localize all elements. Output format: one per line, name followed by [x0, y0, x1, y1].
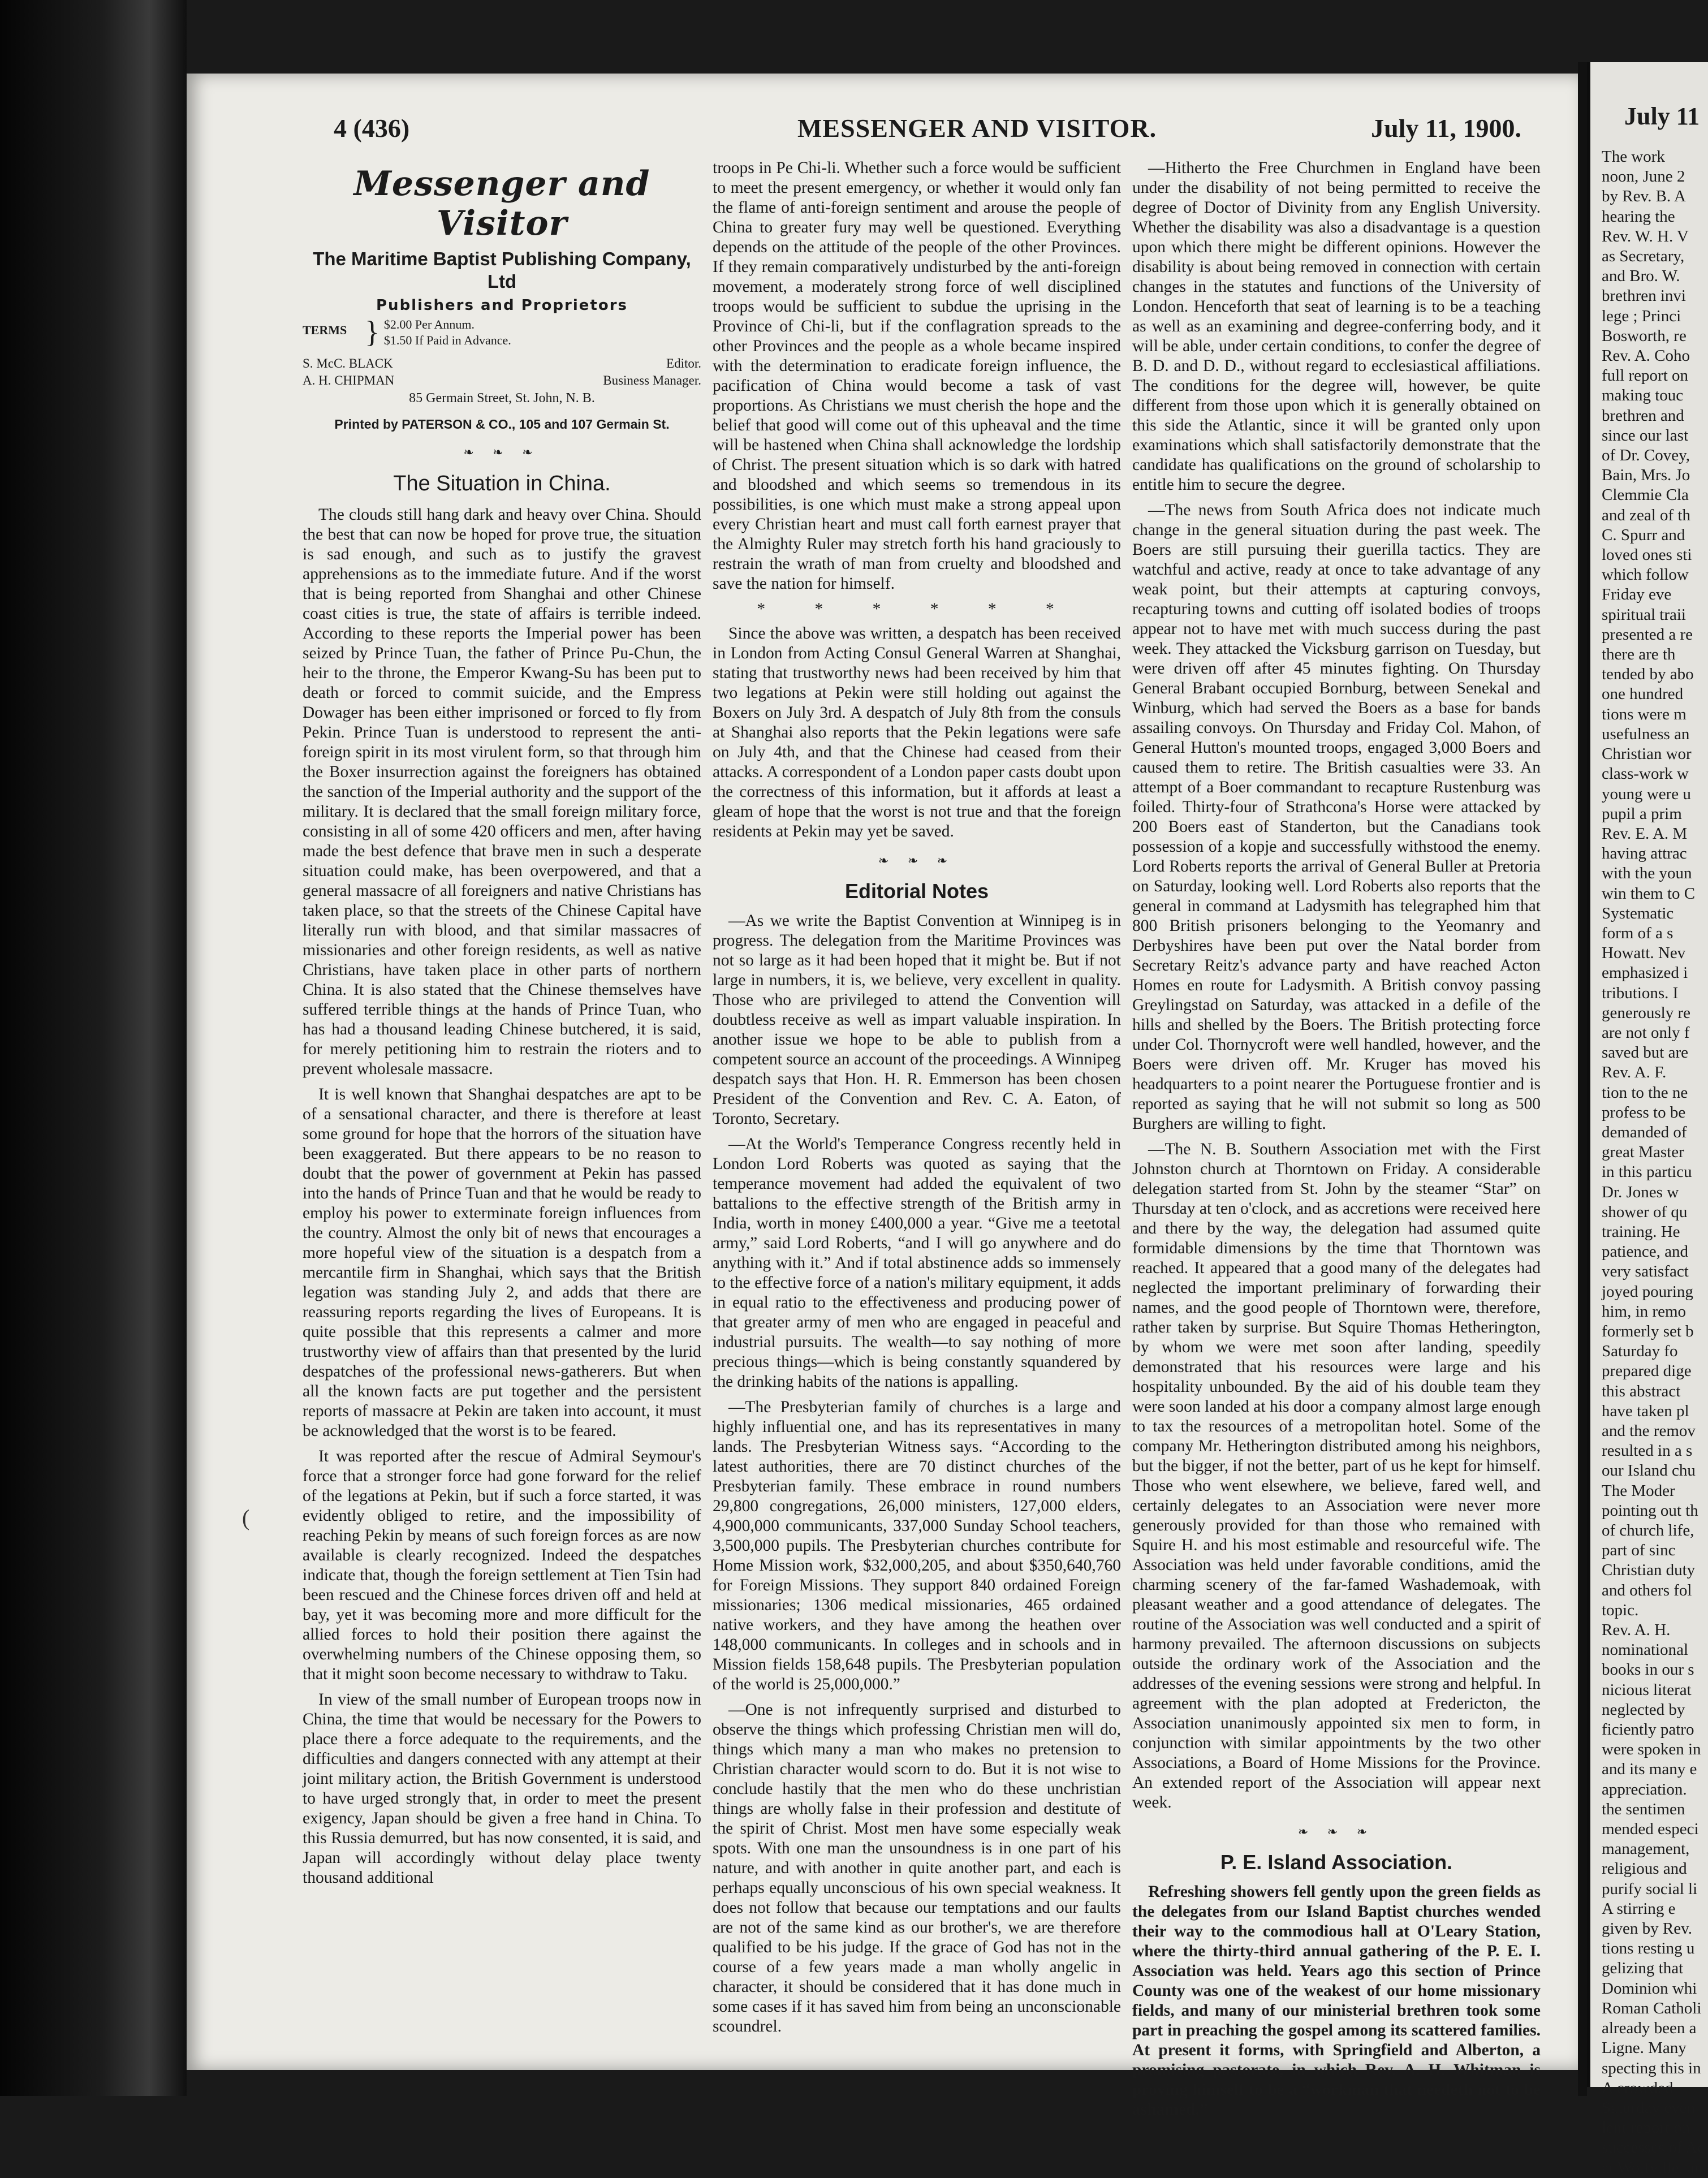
editor-role: Editor.	[666, 356, 701, 370]
facing-page-line: patience, and	[1602, 1243, 1688, 1261]
article-paragraph: The clouds still hang dark and heavy over China. Should the best that can now be hoped for prove true, the situation is sad enough, and such as to justify the gravest apprehensions as to the immediate future. And if the worst that is being reported from Shanghai and other Chinese coast cities is true, the state of affairs is terrible indeed. According to these reports the Imperial power has been seized by Prince Tuan, the father of Prince Pu-Chun, the heir to the throne, the Emperor Kwang-Su has been put to death or forced to commit suicide, and the Empress Dowager has been either imprisoned or forced to fly from Pekin. Prince Tuan is understood to represent the anti-foreign spirit in its most virulent form, so that through him the Boxer insurrection against the foreigners has obtained the sanction of the Imperial authority and the support of the military. It is declared that the small foreign military force, consisting in all of some 420 officers and men, after having made the best defence that brave men in such a desperate situation could make, has been overpowered, and that a general massacre of all foreigners and native Christians has taken place, so that the streets of the Chinese Capital have literally run with blood, and that similar massacres of missionaries and other foreign residents, as well as native Christians, have taken place in other parts of northern China. It is also stated that the Chinese themselves have suffered terrible things at the hands of Prince Tuan, who has had a thousand leading Chinese butchered, it is said, for merely petitioning him to restrain the rioters and to prevent wholesale massacre.	[303, 506, 701, 1078]
facing-page-line: are not only f	[1602, 1023, 1690, 1042]
masthead-title: Messenger and Visitor	[353, 164, 650, 243]
facing-page-line: Rev. W. H. V	[1602, 227, 1689, 245]
facing-page-line: pointing out th	[1602, 1501, 1698, 1520]
facing-page-line: Rev. E. A. M	[1602, 824, 1688, 843]
editorial-note: —The N. B. Southern Association met with the First Johnston church at Thorntown on Friday. A considerable delegation started from St. John by the steamer “Star” on Thursday at ten o'clock, and as accretions were received here and there by the way, the delegation had assumed quite formidable dimensions by the time that Thorntown was reached. It appeared that a good many of the delegates had neglected the important preliminary of forwarding their names, and the good people of Thorntown were, therefore, rather taken by surprise. But Squire Thomas Hetherington, by whom we were met soon after landing, speedily demonstrated that his resources were large and his hospitality unbounded. By the aid of his double team they were soon landed at his door a company almost large enough to tax the resources of a metropolitan hotel. Some of the company Mr. Hetherington distributed among his neighbors, but the bigger, if not the better, part of us he kept for himself. Those who went elsewhere, we believe, fared well, and certainly delegates to an Association were never more generously provided for than those who remained with Squire H. and his most estimable and resourceful wife. The Association was held under favorable conditions, amid the charming scenery of the far-famed Washademoak, with pleasant weather and a good attendance of delegates. The routine of the Association was well conducted and a spirit of harmony prevailed. The afternoon discussions on subjects outside the ordinary work of the Association and the addresses of the evening sessions were strong and helpful. In agreement with the plan adopted at Fredericton, the Association unanimously appointed six men to form, in conjunction with similar appointments by the two other Associations, a Board of Home Missions for the Province. An extended report of the Association will appear next week.	[1132, 1140, 1541, 1812]
facing-page-line: young were u	[1602, 784, 1691, 803]
facing-page-line: profess to be	[1602, 1103, 1686, 1122]
facing-page-text	[1602, 147, 1705, 2178]
facing-page-line: great Master	[1602, 1143, 1684, 1162]
article-paragraph: Since the above was written, a despatch has been received in London from Acting Consul General Warren at Shanghai, stating that trustworthy news had been received by him that two legations at Pekin were still holding out against the Boxers on July 3rd. A despatch of July 8th from the consuls at Shanghai also reports that the Pekin legations were safe on July 4th, and that the Chinese had ceased from their attacks. A correspondent of a London paper casts doubt upon the correctness of this information, but it affords at least a gleam of hope that the worst is not true and that the foreign residents at Pekin may yet be saved.	[713, 624, 1121, 840]
facing-page-line: in this particu	[1602, 1163, 1692, 1181]
facing-page-line: already been a	[1602, 2019, 1697, 2038]
facing-page-line: there are th	[1602, 645, 1676, 664]
ornament-divider: ❧ ❧ ❧	[878, 853, 956, 868]
facing-page-line: presented a re	[1602, 625, 1693, 644]
terms-label: TERMS	[303, 323, 347, 337]
facing-page-line: the sentimen	[1602, 1800, 1685, 1818]
article-heading-pei: P. E. Island Association.	[1220, 1851, 1453, 1874]
section-break-stars: * * * * * *	[757, 600, 1077, 618]
facing-page-line: hearing the	[1602, 207, 1675, 226]
facing-page-line: Saturday fo	[1602, 1342, 1678, 1361]
facing-page-line: demanded of	[1602, 1123, 1687, 1141]
book-binding	[0, 0, 187, 2096]
manager-name: A. H. CHIPMAN	[303, 373, 395, 387]
facing-page-line: usefulness an	[1602, 724, 1690, 743]
article-paragraph: In view of the small number of European troops now in China, the time that would be necessary for the Powers to place there a force adequate to the requirements, and the difficulties and dangers connected with any attempt at their joint military action, the British Government is understood to have urged strongly that, in order to meet the present exigency, Japan should be given a free hand in China. To this Russia demurred, but has now consented, it is said, and Japan will accordingly without delay place twenty thousand additional	[303, 1690, 701, 1887]
facing-page-line: Rev. A. F.	[1602, 1063, 1667, 1082]
facing-page-line: this abstract	[1602, 1382, 1681, 1400]
facing-page-line: with the youn	[1602, 864, 1692, 883]
facing-page-line: since our last	[1602, 426, 1689, 445]
facing-page-line: tion to the ne	[1602, 1083, 1688, 1102]
facing-page-line: topic.	[1602, 1601, 1639, 1619]
manager-role: Business Manager.	[603, 373, 701, 387]
facing-page-line: books in our s	[1602, 1661, 1694, 1679]
facing-page-line: Rev. A. Coho	[1602, 347, 1690, 365]
facing-page-line: A stirring e	[1602, 1899, 1676, 1918]
facing-page-line: joyed pouring	[1602, 1282, 1693, 1301]
ornament-divider: ❧ ❧ ❧	[1297, 1825, 1375, 1839]
facing-page-line: shower of qu	[1602, 1202, 1688, 1221]
facing-page-line: loved ones sti	[1602, 546, 1692, 564]
facing-page-line: appreciation.	[1602, 1780, 1687, 1799]
facing-page-line: having attrac	[1602, 844, 1687, 863]
facing-page-line: formerly set b	[1602, 1322, 1694, 1340]
facing-page-line: emphasized i	[1602, 964, 1688, 982]
facing-page-line: have taken pl	[1602, 1401, 1689, 1420]
issue-date: July 11, 1900.	[1371, 114, 1521, 143]
editorial-note: —Hitherto the Free Churchmen in England have been under the disability of not being permitted to receive the degree of Doctor of Divinity from any English University. Whether the disability was also a disadvantage is a question upon which there might be different opinions. However the disability is about being removed in connection with certain changes in the statutes and functions of the University of London. Henceforth that seat of learning is to be a teaching as well as an examining and degree-conferring body, and it will be able, under certain conditions, to confer the degree of B. D. and D. D., without regard to ecclesiastical affiliations. The conditions for the degree will, however, be quite different from those upon which it is generally obtained on this side the Atlantic, since it will be granted only upon examinations which shall satisfactorily demonstrate that the candidate has qualifications on the ground of scholarship to entitle him to secure the degree.	[1132, 159, 1541, 494]
article-paragraph: troops in Pe Chi-li. Whether such a force would be sufficient to meet the present emergency, or whether it would only fan the flame of anti-foreign sentiment and arouse the people of China to greater fury may well be questioned. Everything depends on the attitude of the people of the other Provinces. If they remain comparatively undisturbed by the anti-foreign movement, a moderately strong force of well disciplined troops would be sufficient to subdue the uprising in the Province of Chi-li, but if the conflagration spreads to the other Provinces and the people as a whole became inspired with the determination to eradicate foreign influence, the pacification of China would become a task of vast proportions. As Christians we must cherish the hope and the belief that good will come out of this upheaval and the time will be hastened when China shall acknowledge the lordship of Christ. The present situation which is so dark with hatred and bloodshed and which seems so tremendous in its possibilities, is one which must make a strong appeal upon every Christian heart and must call forth earnest prayer that the Almighty Ruler may stretch forth his hand graciously to restrain the wrath of man from cruelty and bloodshed and save the nation for himself.	[713, 159, 1121, 593]
facing-page-line: given by Rev.	[1602, 1920, 1693, 1938]
facing-page-line: Saturday even	[1602, 2098, 1696, 2117]
editorial-note: —At the World's Temperance Congress recently held in London Lord Roberts was quoted as saying that the temperance movement had added the equivalent of two battalions to the effective strength of the British army in India, worth in money £400,000 a year. “Give me a teetotal army,” said Lord Roberts, “and I will go anywhere and do anything with it.” And if total abstinence adds so immensely to the effective force of a nation's military equipment, it adds in equal ratio to the effectiveness and producing power of that greater army of men who are engaged in peaceful and industrial pursuits. The wealth—to say nothing of more precious things—which is being constantly squandered by the drinking habits of the nations is appalling.	[713, 1135, 1121, 1391]
facing-page-line: Ligne. Many	[1602, 2039, 1687, 2058]
facing-page-line: Howatt. Nev	[1602, 944, 1686, 963]
facing-page-line: successes of Ac	[1602, 2138, 1705, 2157]
publication-title: MESSENGER AND VISITOR.	[797, 114, 1157, 143]
facing-page-line: The Moder	[1602, 1481, 1675, 1500]
masthead-publishers: Publishers and Proprietors	[376, 297, 628, 314]
facing-page-line: ficiently patro	[1602, 1720, 1694, 1739]
facing-page-line: prepared dige	[1602, 1362, 1692, 1381]
facing-page-line: of Dr. Covey,	[1602, 446, 1690, 465]
facing-page-line: part of sinc	[1602, 1541, 1676, 1560]
facing-page-line: Dr. Jones w	[1602, 1183, 1679, 1201]
facing-page-line: and others fol	[1602, 1581, 1692, 1599]
facing-page-line: him, in remo	[1602, 1302, 1687, 1321]
facing-page-line: Roman Catholi	[1602, 1999, 1702, 2017]
article-paragraph: Refreshing showers fell gently upon the green fields as the delegates from our Island Baptist churches wended their way to the commodious hall at O'Leary Station, where the thirty-third annual gathering of the P. E. I. Association was held. Years ago this section of Prince County was one of the weakest of our home missionary fields, and many of our ministerial brethren took some part in preaching the gospel among its scattered families. At present it forms, with Springfield and Alberton, a promising pastorate, in which Rev. A. H. Whitman is proving himself to be a “workman that needeth not to be ashamed.”	[1132, 1883, 1541, 2119]
facing-page-line: The work	[1602, 148, 1665, 166]
ornament-divider: ❧ ❧ ❧	[463, 445, 541, 459]
facing-page-line: mended especi	[1602, 1820, 1699, 1839]
facing-page-line: C. Spurr and	[1602, 525, 1685, 544]
editorial-note: —The news from South Africa does not indicate much change in the general situation during the past week. The Boers are still pursuing their guerilla tactics. They are watchful and active, ready at once to take advantage of any weak point, but their attempts at capturing convoys, recapturing towns and cutting off isolated bodies of troops appear not to have met with much success during the past week. They attacked the Vicksburg garrison on Tuesday, but were driven off after 45 minutes fighting. On Thursday General Brabant occupied Bornburg, between Senekal and Winburg, which had served the Boers as a base for bands assailing convoys. On Thursday and Friday Col. Mahon, of General Hutton's mounted troops, engaged 3,000 Boers and caused them to retire. The British casualties were 33. An attempt of a Boer commandant to recapture Rustenburg was foiled. Thirty-four of Strathcona's Horse were attacked by 200 Boers east of Standerton, but the Canadians took possession of a kopje and successfully withstood the enemy. Lord Roberts reports the arrival of General Buller at Pretoria on Saturday, looking well. Lord Roberts also reports that the general in command at Ladysmith has telegraphed him that 800 British prisoners belonging to the Yeomanry and Derbyshires have been put over the Natal border from Secretary Reitz's advance party and have reached Acton Homes en route for Ladysmith. A British convoy passing Greylingstad on Saturday, was attacked in a defile of the hills and shelled by the Boers. The British protecting force under Col. Thornycroft were well handled, however, and the Boers were driven off. Mr. Kruger has moved his headquarters to a point nearer the Portuguese frontier and is reported as saying that he will not submit so long as 500 Burghers are willing to fight.	[1132, 501, 1541, 1133]
printer-line: Printed by PATERSON & CO., 105 and 107 Germain St.	[334, 417, 670, 432]
facing-page-line: were spoken in	[1602, 1740, 1701, 1759]
facing-page-line: and Bro. W.	[1602, 267, 1680, 286]
facing-page-line: Systematic	[1602, 904, 1674, 922]
running-head	[334, 113, 1521, 153]
facing-page-line: training. He	[1602, 1222, 1680, 1241]
office-address: 85 Germain Street, St. John, N. B.	[409, 391, 595, 406]
column-2	[713, 158, 1121, 2042]
facing-page-line: and its many e	[1602, 1760, 1697, 1779]
article-heading-editorial-notes: Editorial Notes	[844, 879, 989, 903]
facing-page-line: our Island chu	[1602, 1461, 1696, 1480]
facing-page-line: full report on	[1602, 366, 1689, 385]
editor-name: S. McC. BLACK	[303, 356, 393, 370]
page-gutter	[1578, 62, 1587, 2096]
facing-page-line: Friday eve	[1602, 585, 1672, 604]
editorial-note: —One is not infrequently surprised and disturbed to observe the things which professing Christian men will do, things which many a man who makes no pretension to Christian character would scorn to do. But it is not wise to conclude hastily that the men who do these unchristian things are wholly false in their profession and destitute of the spirit of Christ. Most men have some especially weak spots. With one man the unsoundness is in one part of his nature, and with another in quite another part, and each is perhaps equally unconscious of his own special weakness. It does not follow that because our temptations and our faults are not of the same kind as our brother's, we are therefore qualified to be his judge. If the grace of God has not in the course of a few years made a man wholly angelic in character, it should be considered that it has done much in some cases if it has saved him from being an unconscionable scoundrel.	[713, 1701, 1121, 2035]
column-3	[1132, 158, 1541, 2125]
article-paragraph: It is well known that Shanghai despatches are apt to be of a sensational character, and there is therefore at least some ground for hope that the horrors of the situation have been exaggerated. But there appears to be no reason to doubt that the power of government at Pekin has passed into the hands of Prince Tuan and that he would be ready to employ his power to exterminate foreign influences from the country. Almost the only bit of news that encourages a more hopeful view of the situation is a despatch from a mercantile firm in Shanghai, which says that the British legation was standing July 2, and adds that there are reassuring reports regarding the lives of Europeans. It is quite possible that this represents a calmer and more trustworthy view of affairs than that presented by the lurid despatches of the professional news-gatherers. But when all the known facts are put together and the persistent reports of massacre at Pekin are taken into account, it must be acknowledged that the worst is to be feared.	[303, 1085, 701, 1440]
facing-page-line: saved but are	[1602, 1043, 1688, 1062]
facing-page-line: Bain, Mrs. Jo	[1602, 466, 1690, 485]
facing-page-line: of church life,	[1602, 1521, 1694, 1540]
facing-page-line: pupil a prim	[1602, 804, 1682, 823]
facing-page-line: brethren invi	[1602, 287, 1686, 305]
facing-page-line: by Rev. B. A	[1602, 187, 1686, 206]
facing-page-line: A crowded	[1602, 2078, 1674, 2097]
terms-advance: $1.50 If Paid in Advance.	[383, 333, 511, 347]
facing-page-line: generously re	[1602, 1003, 1691, 1022]
article-heading-situation: The Situation in China.	[393, 472, 611, 495]
facing-page-line: Clemmie Cla	[1602, 486, 1689, 504]
facing-page-line: at Wolfville, an	[1602, 2158, 1703, 2177]
facing-page-line: nicious literat	[1602, 1680, 1692, 1699]
facing-page-line: Christian wor	[1602, 745, 1692, 764]
facing-page-line: making touc	[1602, 386, 1684, 405]
facing-page-line: neglected by	[1602, 1700, 1685, 1719]
facing-page-line: as Secretary,	[1602, 247, 1685, 266]
facing-page-line: which follow	[1602, 566, 1689, 584]
editorial-note: —As we write the Baptist Convention at Winnipeg is in progress. The delegation from the Maritime Provinces was not so large as it had been hoped that it might be. But if not large in numbers, it is, we believe, very excellent in quality. Those who are privileged to attend the Convention will doubtless receive as well as impart valuable inspiration. In another issue we hope to be able to publish from a competent source an account of the proceedings. A Winnipeg despatch says that Hon. H. R. Emmerson has been chosen President of the Convention and Rev. C. A. Eaton, of Toronto, Secretary.	[713, 912, 1121, 1128]
facing-page-line: noon, June 2	[1602, 167, 1685, 186]
facing-page-line: purify social li	[1602, 1879, 1698, 1898]
subscription-terms	[303, 317, 701, 348]
facing-page-line: management,	[1602, 1840, 1690, 1858]
column-1	[303, 158, 701, 1894]
facing-page-line: specting this in	[1602, 2059, 1701, 2077]
brace-glyph: }	[365, 315, 379, 349]
facing-page-line: lent report on	[1602, 2119, 1690, 2137]
facing-page-line: and zeal of th	[1602, 506, 1691, 524]
staff-list	[303, 355, 701, 389]
facing-page-line: Dominion whi	[1602, 1979, 1697, 1998]
facing-page-head: July 11	[1624, 102, 1700, 130]
article-paragraph: It was reported after the rescue of Admiral Seymour's force that a stronger force had gone forward for the relief of the legations at Pekin, but if such a force started, it was evidently obliged to retire, and the impossibility of reaching Pekin by means of such foreign forces as are now available is clearly recognized. Indeed the despatches indicate that, though the foreign settlement at Tien Tsin had been rescued and the Chinese forces driven off and held at bay, yet it was becoming more and more difficult for the allied forces to hold their position there against the overwhelming numbers of the Chinese opposing them, so that it might soon become necessary to withdraw to Taku.	[303, 1447, 701, 1683]
facing-page-line: resulted in a s	[1602, 1442, 1693, 1460]
newspaper-page	[187, 74, 1578, 2119]
facing-page-line: one hundred	[1602, 685, 1684, 704]
facing-page-line: Christian duty	[1602, 1561, 1696, 1580]
facing-page-line: form of a s	[1602, 924, 1674, 942]
masthead-company: The Maritime Baptist Publishing Company, Ltd	[313, 248, 691, 292]
facing-page-fragment	[1587, 62, 1708, 2177]
facing-page-line: Bosworth, re	[1602, 326, 1687, 345]
page-number: 4 (436)	[334, 114, 410, 143]
facing-page-line: very satisfact	[1602, 1262, 1689, 1281]
facing-page-line: class-work w	[1602, 765, 1689, 783]
facing-page-line: tributions. I	[1602, 984, 1679, 1002]
facing-page-line: brethren and	[1602, 406, 1684, 425]
facing-page-line: tions resting u	[1602, 1939, 1695, 1958]
facing-page-line: and the remov	[1602, 1422, 1696, 1440]
facing-page-line: tended by abo	[1602, 665, 1694, 684]
facing-page-line: gelizing that	[1602, 1959, 1684, 1978]
facing-page-line: Rev. A. H.	[1602, 1621, 1671, 1640]
terms-annual: $2.00 Per Annum.	[383, 317, 475, 331]
facing-page-line: tions were m	[1602, 705, 1687, 723]
facing-page-line: religious and	[1602, 1860, 1687, 1878]
facing-page-line: spiritual traii	[1602, 605, 1686, 624]
margin-pencil-mark: (	[242, 1505, 250, 1530]
facing-page-line: nominational	[1602, 1641, 1689, 1659]
editorial-note: —The Presbyterian family of churches is a large and highly influential one, and has its representatives in many lands. The Presbyterian Witness says. “According to the latest authorities, there are 70 distinct churches of the Presbyterian family. These embrace in round numbers 29,800 congregations, 26,000 ministers, 127,000 elders, 4,900,000 communicants, 337,000 Sunday School teachers, 3,500,000 pupils. The Presbyterian churches contribute for Home Mission work, $32,000,205, and about $350,640,760 for Foreign Missions. They support 840 ordained Foreign missionaries; 1306 medical missionaries, 465 ordained native workers, and they have among the heathen over 148,000 communicants. In colleges and in schools and in Mission fields 158,648 pupils. The Presbyterian population of the world is 25,000,000.”	[713, 1398, 1121, 1693]
facing-page-line: lege ; Princi	[1602, 307, 1681, 325]
facing-page-line: win them to C	[1602, 884, 1696, 903]
